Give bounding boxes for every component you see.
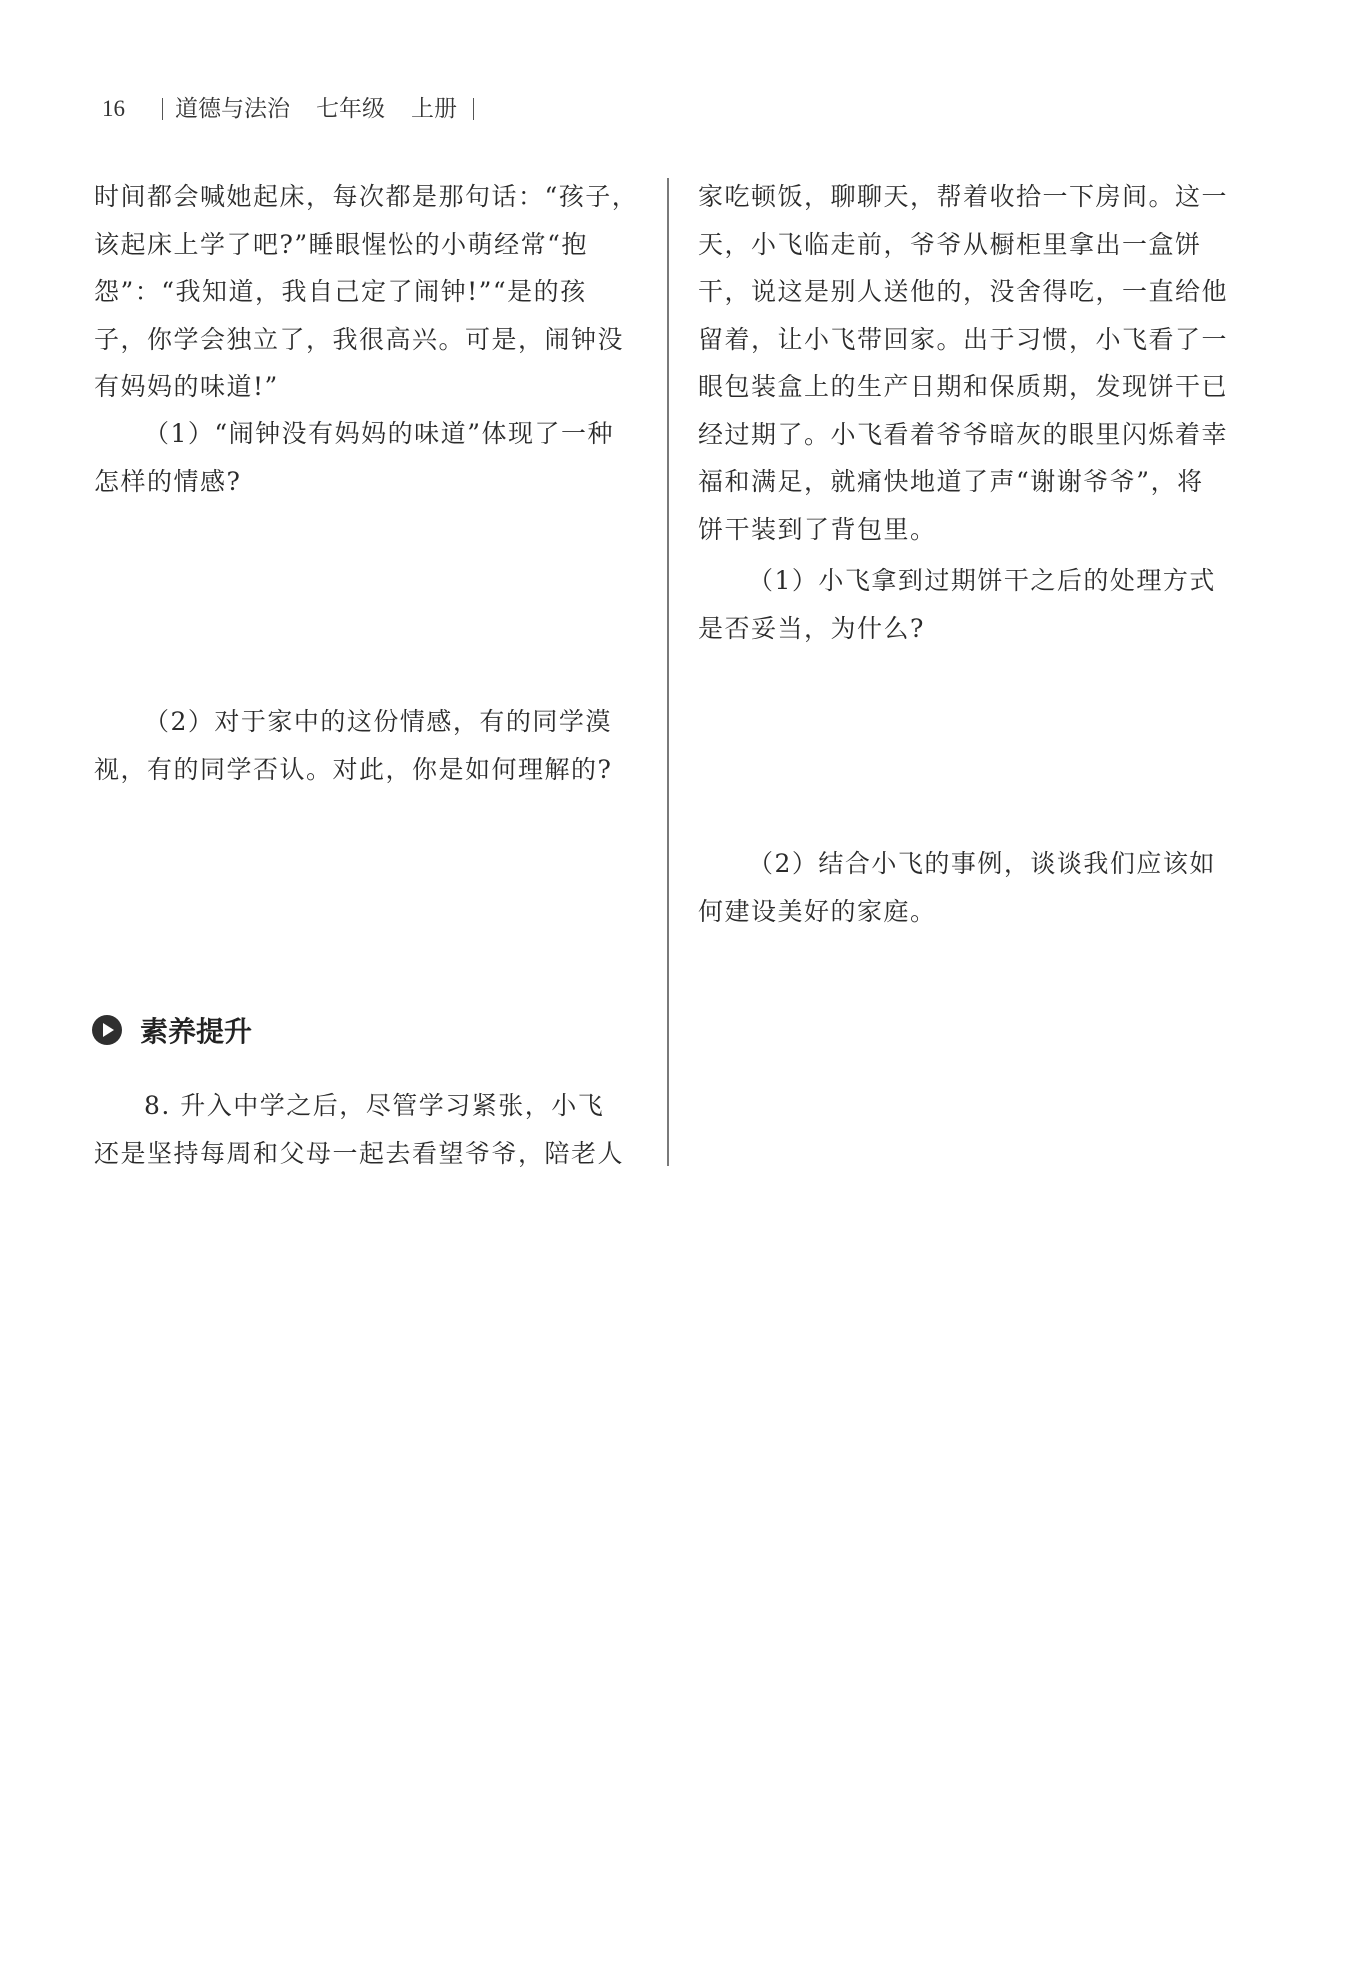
- text-line: 该起床上学了吧?”睡眼惺忪的小萌经常“抱: [94, 229, 588, 259]
- text-line: 8. 升入中学之后，尽管学习紧张，小飞: [144, 1091, 605, 1120]
- text-line: 怨”：“我知道，我自己定了闹钟!”“是的孩: [94, 277, 587, 306]
- text-line: 天，小飞临走前，爷爷从橱柜里拿出一盒饼: [698, 229, 1202, 259]
- volume-label: 上册: [411, 96, 457, 122]
- section-heading: [92, 1010, 252, 1050]
- question-line: 视，有的同学否认。对此，你是如何理解的?: [94, 754, 613, 784]
- text-line: 饼干装到了背包里。: [698, 514, 937, 544]
- question-line: （1）“闹钟没有妈妈的味道”体现了一种: [144, 419, 614, 448]
- text-line: 家吃顿饭，聊聊天，帮着收拾一下房间。这一: [698, 182, 1229, 211]
- right-question-2: [698, 840, 1250, 935]
- question-line: （2）结合小飞的事例，谈谈我们应该如: [748, 849, 1216, 878]
- right-question-1: [698, 557, 1250, 652]
- question-line: 是否妥当，为什么?: [698, 613, 925, 643]
- text-line: 还是坚持每周和父母一起去看望爷爷，陪老人: [94, 1138, 625, 1168]
- column-divider: [667, 178, 669, 1166]
- text-line: 有妈妈的味道!”: [94, 372, 279, 401]
- text-line: 眼包装盒上的生产日期和保质期，发现饼干已: [698, 372, 1229, 401]
- header-divider: [162, 98, 163, 120]
- left-question-1: [94, 410, 642, 505]
- question-line: 何建设美好的家庭。: [698, 896, 937, 926]
- book-title: 道德与法治: [175, 96, 290, 122]
- running-header: [102, 92, 486, 126]
- header-divider: [473, 98, 474, 120]
- question-line: 怎样的情感?: [94, 466, 242, 496]
- left-story-text: [94, 173, 642, 411]
- question-8-text: [94, 1082, 642, 1177]
- text-line: 子，你学会独立了，我很高兴。可是，闹钟没: [94, 324, 625, 354]
- text-line: 干，说这是别人送他的，没舍得吃，一直给他: [698, 277, 1229, 306]
- left-question-2: [94, 698, 642, 793]
- grade-label: 七年级: [316, 96, 385, 122]
- question-line: （2）对于家中的这份情感，有的同学漠: [144, 707, 612, 736]
- text-line: 时间都会喊她起床，每次都是那句话：“孩子，: [94, 182, 639, 211]
- section-title: 素养提升: [140, 1015, 253, 1048]
- text-line: 留着，让小飞带回家。出于习惯，小飞看了一: [698, 324, 1229, 354]
- play-icon: [92, 1015, 122, 1045]
- text-line: 经过期了。小飞看着爷爷暗灰的眼里闪烁着幸: [698, 419, 1229, 449]
- text-line: 福和满足，就痛快地道了声“谢谢爷爷”，将: [698, 467, 1204, 496]
- page-number: 16: [102, 96, 125, 121]
- question-line: （1）小飞拿到过期饼干之后的处理方式: [748, 566, 1216, 595]
- right-story-text: [698, 173, 1250, 553]
